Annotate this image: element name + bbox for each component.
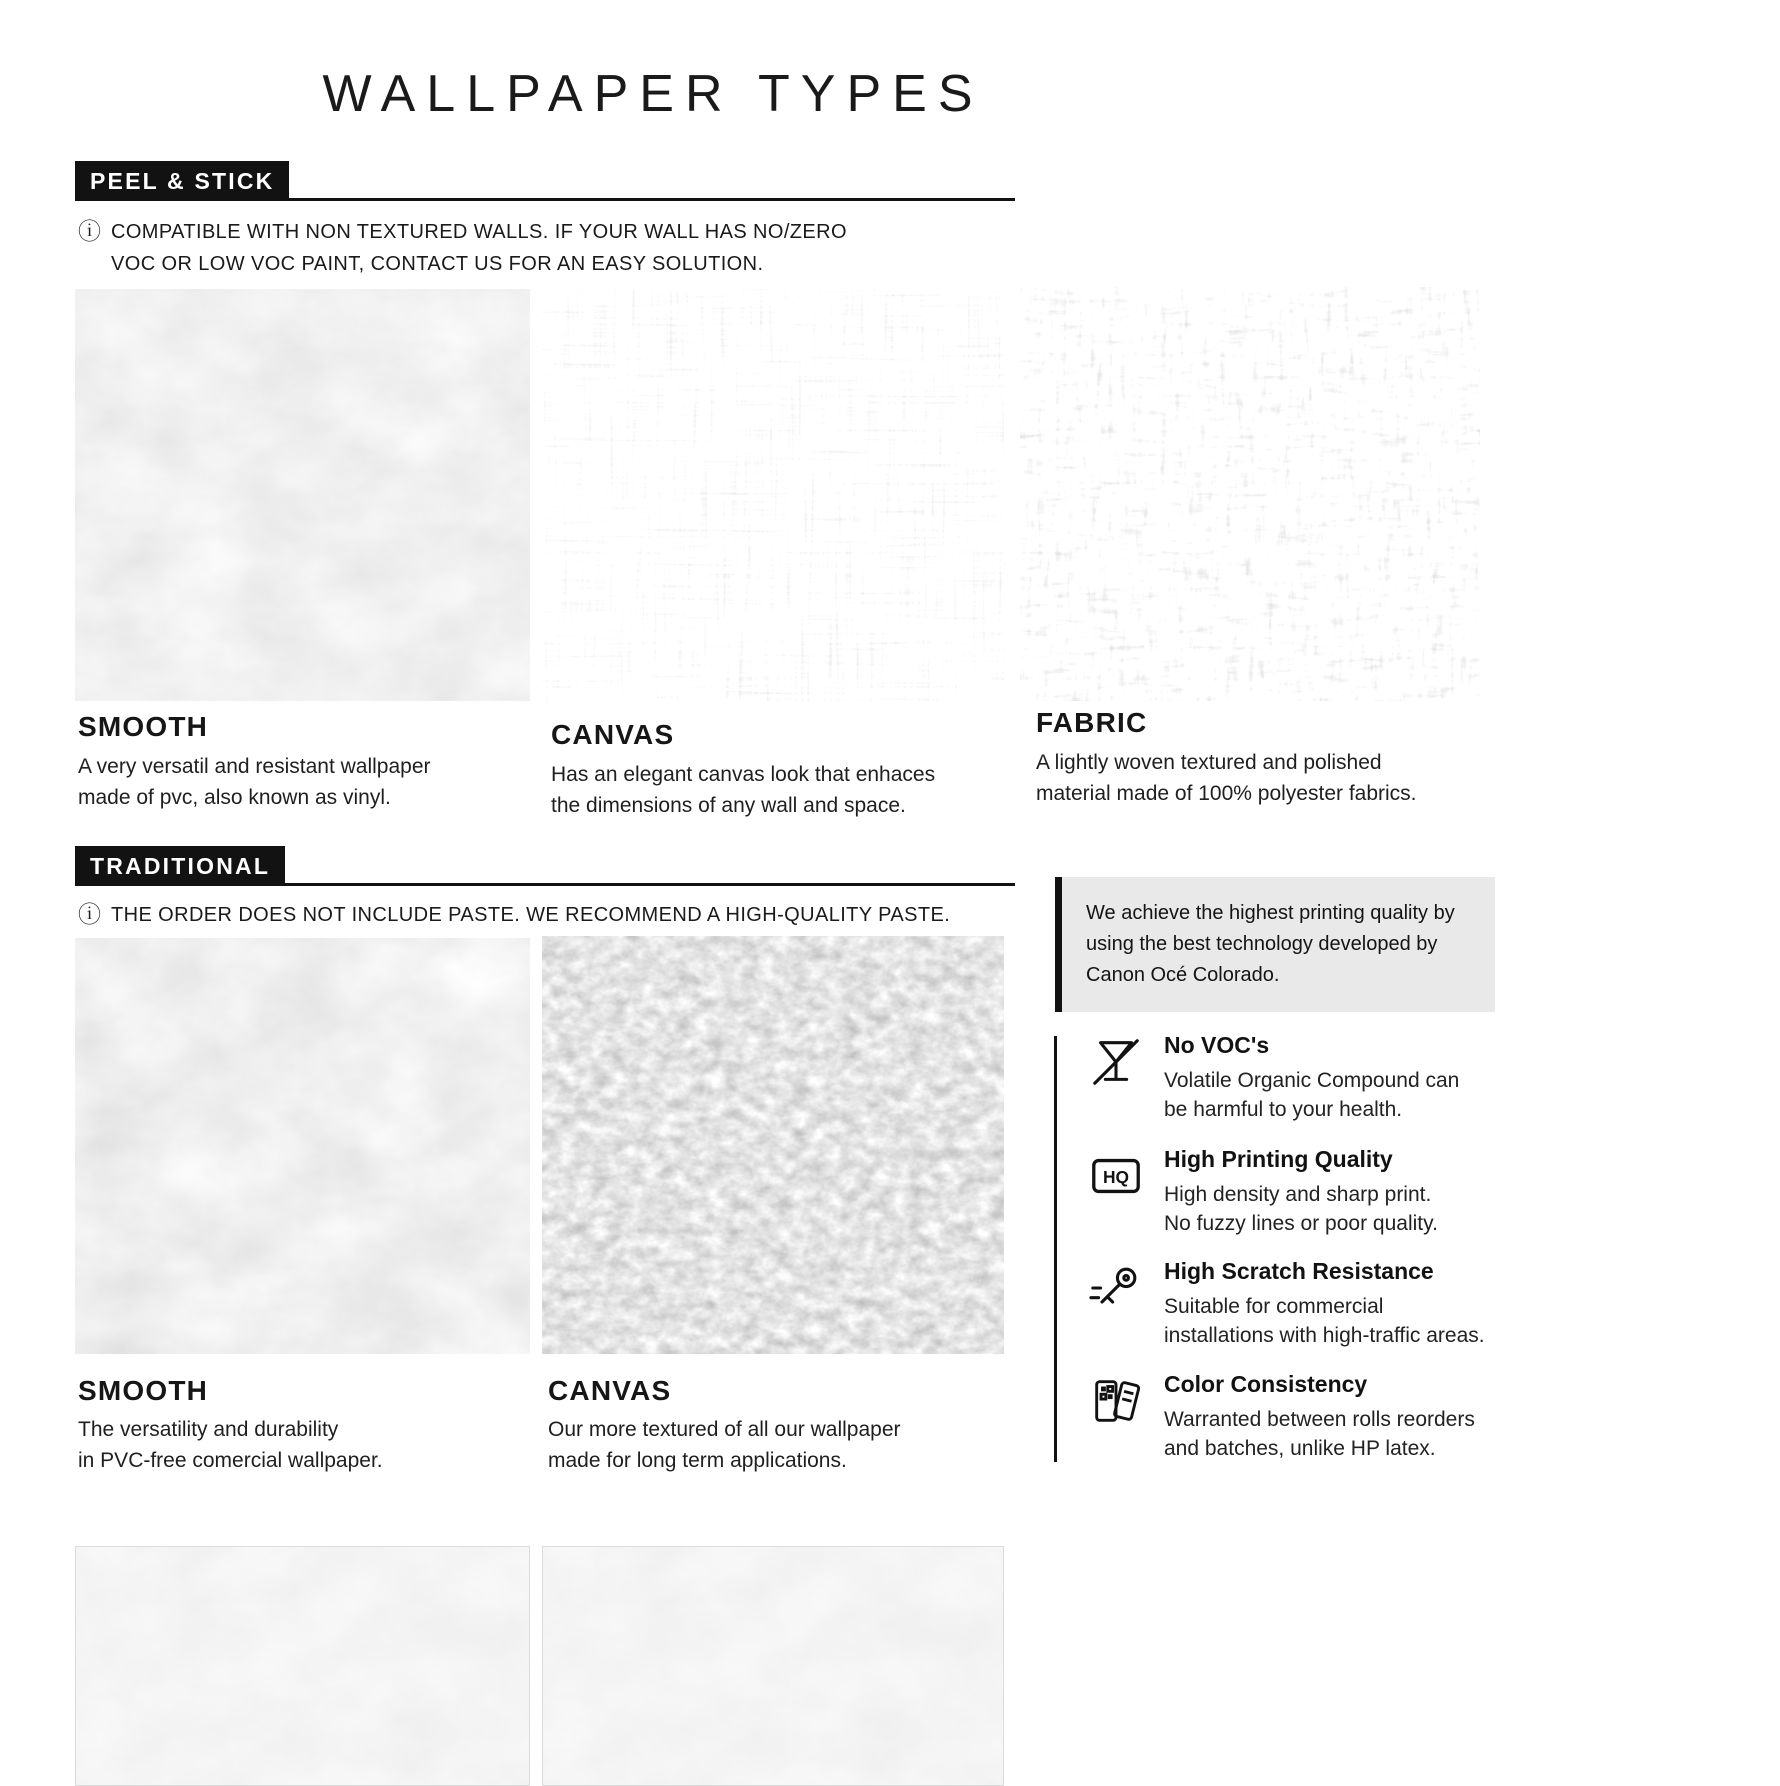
desc-line: the dimensions of any wall and space. (551, 794, 906, 817)
desc-line: A lightly woven textured and polished (1036, 751, 1382, 774)
section-badge-traditional: TRADITIONAL (75, 846, 285, 886)
feature-no-voc (1088, 1032, 1459, 1124)
note-text (111, 899, 950, 931)
feature-title: High Printing Quality (1164, 1146, 1393, 1172)
desc-line: No fuzzy lines or poor quality. (1164, 1212, 1438, 1235)
feature-desc (1164, 1066, 1459, 1124)
type-desc-canvas-traditional (548, 1414, 901, 1476)
feature-text (1164, 1146, 1438, 1238)
desc-line: made for long term applications. (548, 1449, 847, 1472)
color-consistency-icon (1088, 1373, 1144, 1429)
section-badge-peel-stick: PEEL & STICK (75, 161, 289, 201)
type-desc-canvas (551, 759, 935, 821)
feature-desc (1164, 1180, 1438, 1238)
feature-scratch-resistance (1088, 1258, 1485, 1350)
desc-line: made of pvc, also known as vinyl. (78, 786, 391, 809)
desc-line: Warranted between rolls reorders (1164, 1408, 1475, 1431)
type-desc-smooth-traditional (78, 1414, 383, 1476)
swatch-peel-canvas (542, 289, 1004, 701)
feature-text (1164, 1371, 1475, 1463)
section-note-peel-stick (78, 216, 847, 280)
feature-high-printing-quality (1088, 1146, 1438, 1238)
type-name-canvas: CANVAS (551, 719, 675, 750)
desc-line: Our more textured of all our wallpaper (548, 1418, 901, 1441)
feature-title: No VOC's (1164, 1032, 1270, 1058)
feature-text (1164, 1258, 1485, 1350)
hq-icon (1088, 1148, 1144, 1204)
feature-text (1164, 1032, 1459, 1124)
section-rule (285, 883, 1015, 886)
info-icon: ⓘ (78, 901, 101, 927)
desc-line: Suitable for commercial (1164, 1295, 1384, 1318)
section-header-peel-stick (75, 161, 1015, 201)
feature-title: Color Consistency (1164, 1371, 1368, 1397)
info-icon: ⓘ (78, 218, 101, 244)
feature-desc (1164, 1292, 1485, 1350)
note-text (111, 216, 847, 280)
desc-line: installations with high-traffic areas. (1164, 1324, 1485, 1347)
note-line: THE ORDER DOES NOT INCLUDE PASTE. WE RECOMMEND A HIGH-QUALITY PASTE. (111, 904, 951, 926)
swatch-peel-fabric (1020, 287, 1480, 701)
section-header-traditional (75, 846, 1015, 886)
swatch-strip-cutoff-left (75, 1546, 530, 1786)
desc-line: Volatile Organic Compound can (1164, 1069, 1460, 1092)
no-voc-icon (1088, 1034, 1144, 1090)
type-name-smooth-traditional: SMOOTH (78, 1375, 209, 1406)
desc-line: be harmful to your health. (1164, 1098, 1403, 1121)
feature-desc (1164, 1405, 1475, 1463)
desc-line: and batches, unlike HP latex. (1164, 1437, 1436, 1460)
printing-quality-callout: We achieve the highest printing quality by using the best technology developed by Canon Océ Colorado. (1055, 877, 1495, 1012)
desc-line: The versatility and durability (78, 1418, 339, 1441)
desc-line: Has an elegant canvas look that enhaces (551, 763, 936, 786)
section-rule (289, 198, 1015, 201)
desc-line: High density and sharp print. (1164, 1183, 1432, 1206)
desc-line: A very versatil and resistant wallpaper (78, 755, 431, 778)
swatch-strip-cutoff-right (542, 1546, 1004, 1786)
hq-icon-label: HQ (1102, 1167, 1130, 1188)
desc-line: material made of 100% polyester fabrics. (1036, 782, 1417, 805)
section-note-traditional (78, 899, 950, 931)
swatch-traditional-canvas (542, 936, 1004, 1354)
swatch-peel-smooth (75, 289, 530, 701)
type-name-smooth: SMOOTH (78, 711, 209, 742)
swatch-traditional-smooth (75, 938, 530, 1354)
feature-color-consistency (1088, 1371, 1475, 1463)
scratch-resistance-icon (1088, 1260, 1144, 1316)
note-line: VOC OR LOW VOC PAINT, CONTACT US FOR AN EASY SOLUTION. (111, 253, 764, 275)
type-desc-fabric (1036, 747, 1417, 809)
page-title: WALLPAPER TYPES (322, 65, 984, 123)
type-name-fabric: FABRIC (1036, 707, 1148, 738)
desc-line: in PVC-free comercial wallpaper. (78, 1449, 383, 1472)
feature-list-divider (1054, 1036, 1057, 1462)
type-desc-smooth (78, 751, 431, 813)
type-name-canvas-traditional: CANVAS (548, 1375, 672, 1406)
feature-title: High Scratch Resistance (1164, 1258, 1434, 1284)
note-line: COMPATIBLE WITH NON TEXTURED WALLS. IF YOUR WALL HAS NO/ZERO (111, 221, 847, 243)
